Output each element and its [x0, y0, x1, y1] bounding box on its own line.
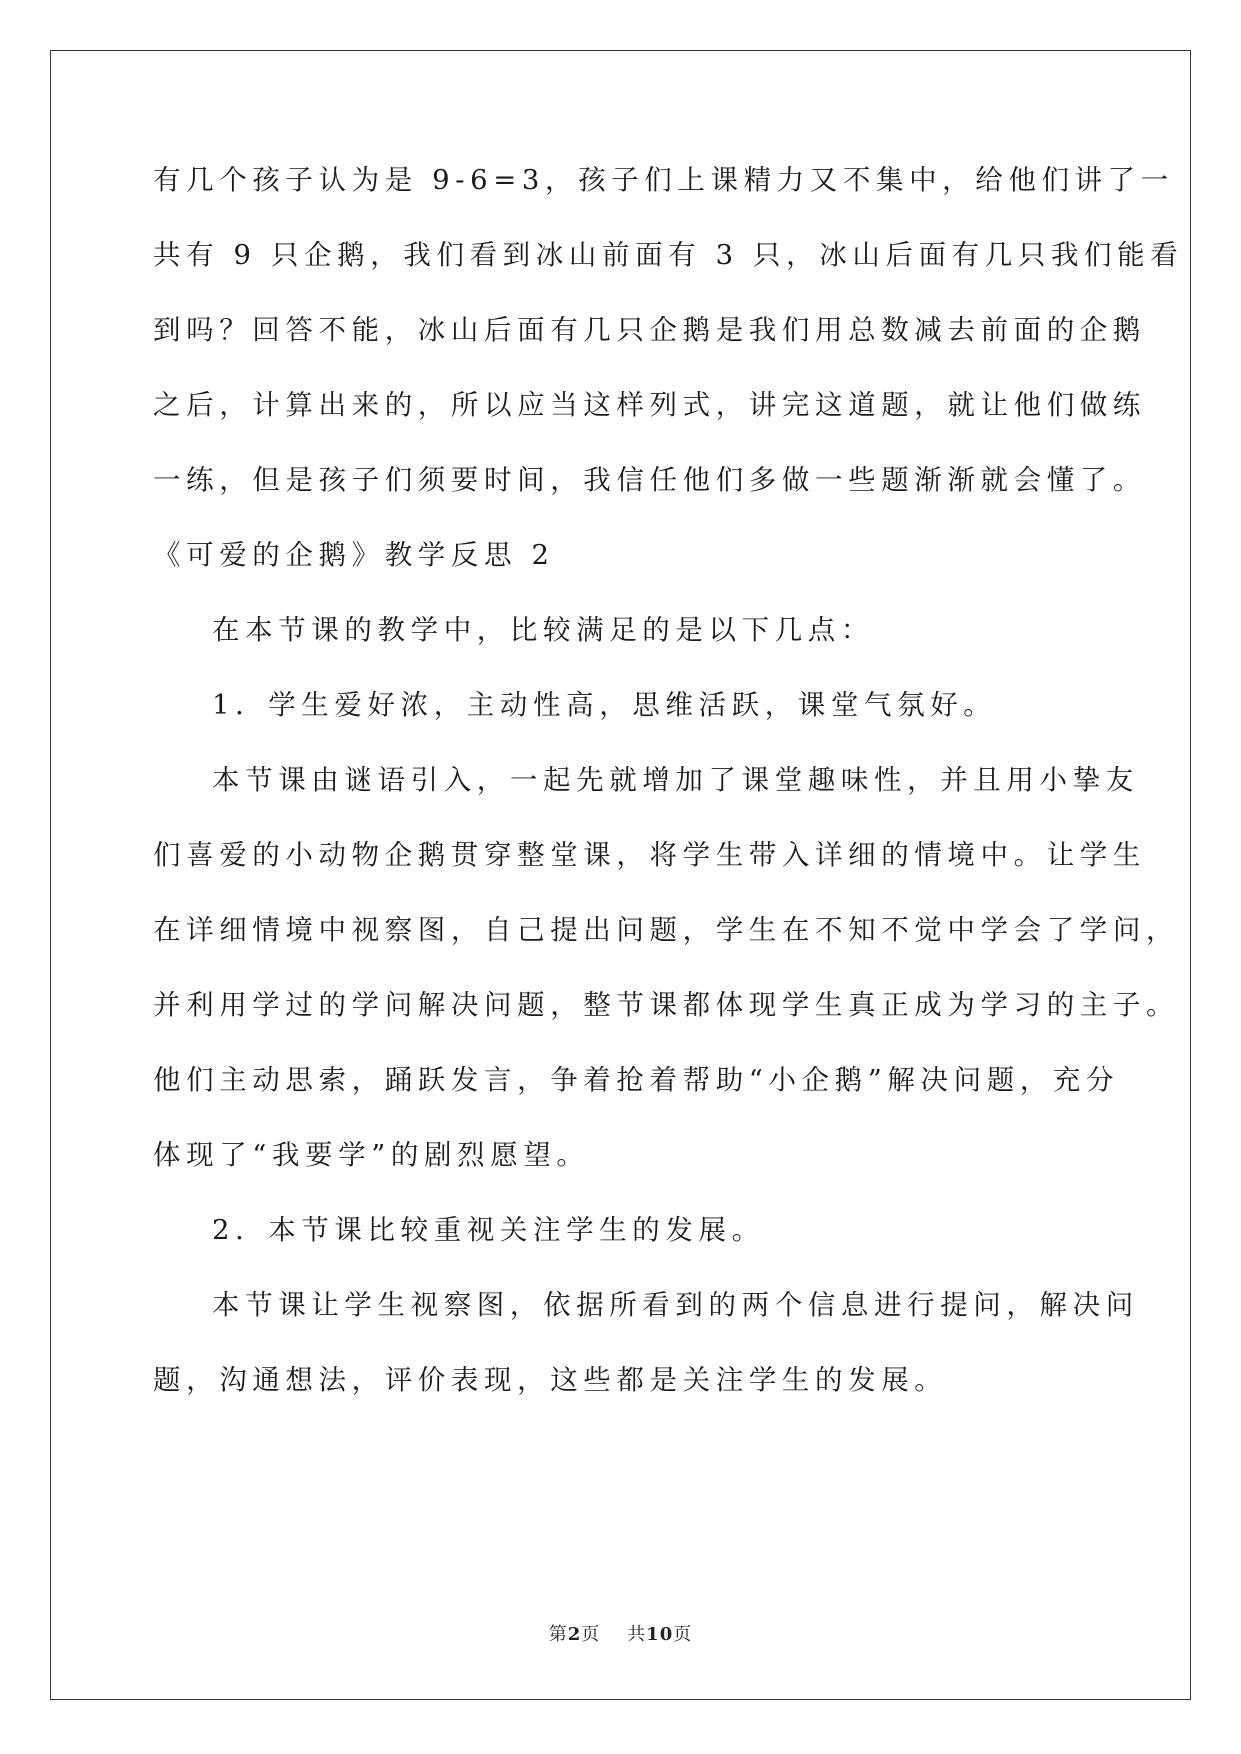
page-footer: [0, 1620, 1241, 1646]
paragraph-line: 在详细情境中视察图，自己提出问题，学生在不知不觉中学会了学问，: [153, 914, 1180, 946]
paragraph-line: 并利用学过的学问解决问题，整节课都体现学生真正成为学习的主子。: [153, 989, 1180, 1021]
section-heading: 《可爱的企鹅》教学反思 2: [153, 539, 555, 571]
paragraph-line: 题，沟通想法，评价表现，这些都是关注学生的发展。: [153, 1364, 948, 1396]
paragraph-line: 体现了“我要学”的剧烈愿望。: [153, 1139, 590, 1171]
paragraph-line: 本节课由谜语引入，一起先就增加了课堂趣味性，并且用小挚友: [212, 764, 1139, 796]
page-frame: [50, 50, 1191, 1700]
paragraph-line: 有几个孩子认为是 9-6=3，孩子们上课精力又不集中，给他们讲了一: [153, 164, 1174, 196]
paragraph-line: 们喜爱的小动物企鹅贯穿整堂课，将学生带入详细的情境中。让学生: [153, 839, 1146, 871]
footer-total-pages: 10: [646, 1624, 674, 1645]
footer-total-suffix: 页: [673, 1624, 693, 1645]
footer-total-prefix: 共: [627, 1624, 647, 1645]
footer-page-suffix: 页: [581, 1624, 601, 1645]
list-item: 1．学生爱好浓，主动性高，思维活跃，课堂气氛好。: [212, 689, 997, 721]
paragraph-line: 本节课让学生视察图，依据所看到的两个信息进行提问，解决问: [212, 1289, 1139, 1321]
paragraph-line: 一练，但是孩子们须要时间，我信任他们多做一些题渐渐就会懂了。: [153, 464, 1146, 496]
footer-page-number: 2: [567, 1624, 582, 1645]
paragraph-line: 之后，计算出来的，所以应当这样列式，讲完这道题，就让他们做练: [153, 389, 1146, 421]
paragraph-line: 在本节课的教学中，比较满足的是以下几点：: [212, 614, 874, 646]
footer-page-prefix: 第: [548, 1624, 568, 1645]
paragraph-line: 他们主动思索，踊跃发言，争着抢着帮助“小企鹅”解决问题，充分: [153, 1064, 1120, 1096]
list-item: 2．本节课比较重视关注学生的发展。: [212, 1214, 765, 1246]
paragraph-line: 共有 9 只企鹅，我们看到冰山前面有 3 只，冰山后面有几只我们能看: [153, 239, 1184, 271]
paragraph-line: 到吗？回答不能，冰山后面有几只企鹅是我们用总数减去前面的企鹅: [153, 314, 1146, 346]
